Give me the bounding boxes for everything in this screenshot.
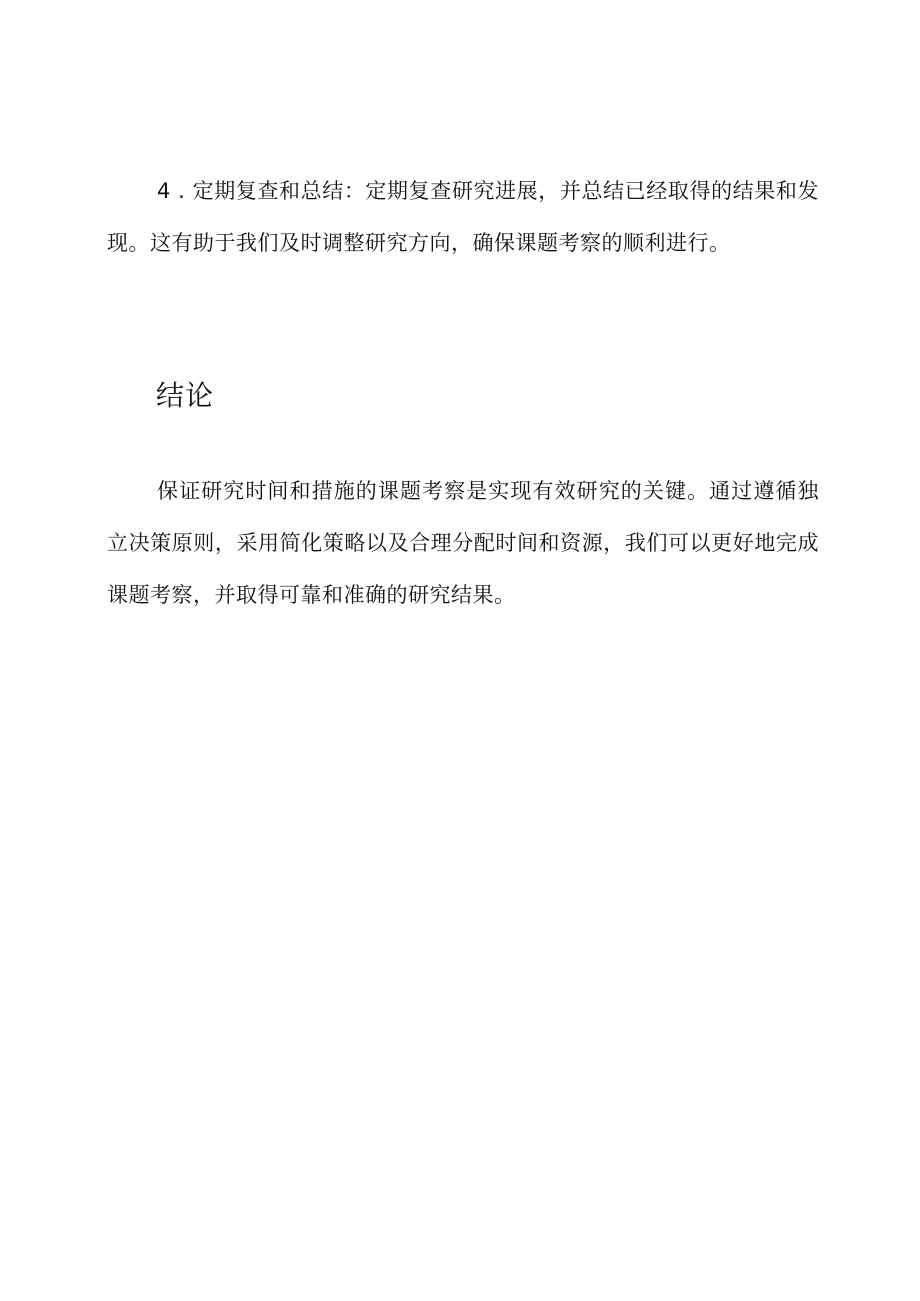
item-4-paragraph: 4 . 定期复查和总结：定期复查研究进展，并总结已经取得的结果和发现。这有助于我们及时调整研究方向，确保课题考察的顺利进行。: [107, 179, 819, 255]
conclusion-paragraph: 保证研究时间和措施的课题考察是实现有效研究的关键。通过遵循独立决策原则，采用简化策略以及合理分配时间和资源，我们可以更好地完成课题考察，并取得可靠和准确的研究结果。: [107, 479, 819, 607]
conclusion-heading: 结论: [156, 379, 215, 412]
